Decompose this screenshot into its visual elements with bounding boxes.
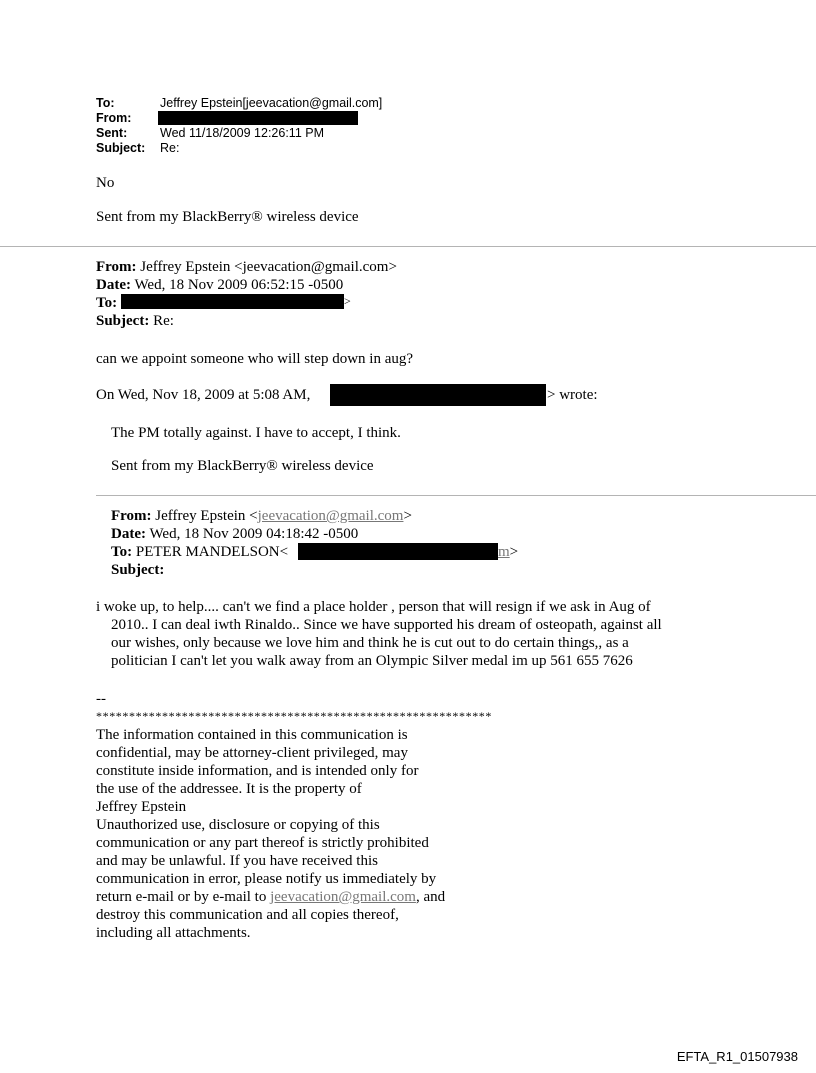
sent-label: Sent:: [96, 126, 128, 140]
disclaimer-line: including all attachments.: [96, 925, 251, 941]
sent-value: Wed 11/18/2009 12:26:11 PM: [160, 126, 325, 140]
to-label: To:: [96, 295, 118, 311]
quote-intro: On Wed, Nov 18, 2009 at 5:08 AM,: [96, 387, 311, 403]
quote-signature: Sent from my BlackBerry® wireless device: [111, 458, 374, 474]
from-suffix: >: [403, 508, 412, 524]
body-line: our wishes, only because we love him and think he is cut out to do certain things,, as a: [111, 635, 629, 651]
redaction-box: [298, 543, 498, 560]
reply-body: No: [96, 175, 115, 191]
message-2-body: can we appoint someone who will step down in aug?: [96, 351, 414, 367]
date-value: Wed, 18 Nov 2009 04:18:42 -0500: [149, 526, 359, 542]
disclaimer-line: Unauthorized use, disclosure or copying of this: [96, 817, 380, 833]
body-line: politician I can't let you walk away from an Olympic Silver medal im up 561 655 7626: [111, 653, 633, 669]
to-tail: >: [509, 544, 519, 560]
to-tail: >: [344, 294, 351, 308]
quote-body: The PM totally against. I have to accept, I think.: [111, 425, 401, 441]
to-value: Jeffrey Epstein[jeevacation@gmail.com]: [160, 96, 383, 110]
disclaimer-line: destroy this communication and all copies thereof,: [96, 907, 399, 923]
subject-value: Re:: [160, 141, 180, 155]
disclaimer-line: communication in error, please notify us immediately by: [96, 871, 437, 887]
star-separator: ************************************************************: [96, 709, 492, 723]
redaction-box: [121, 294, 344, 309]
subject-value: Re:: [153, 313, 174, 329]
from-value: Jeffrey Epstein <jeevacation@gmail.com>: [140, 259, 397, 275]
divider: [0, 246, 816, 247]
to-label: To:: [96, 96, 115, 110]
from-label: From:: [111, 508, 152, 524]
document-id: EFTA_R1_01507938: [676, 1049, 798, 1064]
subject-label: Subject:: [96, 313, 150, 329]
reply-signature: Sent from my BlackBerry® wireless device: [96, 209, 359, 225]
date-label: Date:: [111, 526, 146, 542]
to-label: To:: [111, 544, 133, 560]
email-link[interactable]: jeevacation@gmail.com: [257, 508, 404, 524]
disclaimer-line: communication or any part thereof is strictly prohibited: [96, 835, 429, 851]
date-label: Date:: [96, 277, 131, 293]
from-label: From:: [96, 111, 132, 125]
date-value: Wed, 18 Nov 2009 06:52:15 -0500: [134, 277, 344, 293]
signature-dashes: --: [96, 691, 106, 707]
subject-label: Subject:: [96, 141, 146, 155]
disclaimer-line: confidential, may be attorney-client privileged, may: [96, 745, 408, 761]
disclaimer-email-prefix: return e-mail or by e-mail to: [96, 889, 271, 905]
disclaimer-line: constitute inside information, and is intended only for: [96, 763, 419, 779]
body-line: 2010.. I can deal iwth Rinaldo.. Since we have supported his dream of osteopath, against all: [111, 617, 662, 633]
disclaimer-line: the use of the addressee. It is the property of: [96, 781, 362, 797]
disclaimer-line: Jeffrey Epstein: [96, 799, 187, 815]
from-prefix: Jeffrey Epstein <: [155, 508, 258, 524]
from-label: From:: [96, 259, 137, 275]
redaction-box: [158, 111, 358, 125]
disclaimer-email-suffix: , and: [415, 889, 446, 905]
divider: [96, 495, 816, 496]
email-link-tail[interactable]: m: [498, 544, 510, 560]
subject-label: Subject:: [111, 562, 165, 578]
disclaimer-line: The information contained in this communication is: [96, 727, 408, 743]
email-link[interactable]: jeevacation@gmail.com: [270, 889, 416, 905]
disclaimer-line: and may be unlawful. If you have received this: [96, 853, 378, 869]
to-value: PETER MANDELSON<: [135, 544, 289, 560]
quote-tail: > wrote:: [547, 387, 598, 403]
redaction-box: [330, 384, 546, 406]
body-line: i woke up, to help.... can't we find a place holder , person that will resign if we ask in Aug of: [96, 599, 651, 615]
